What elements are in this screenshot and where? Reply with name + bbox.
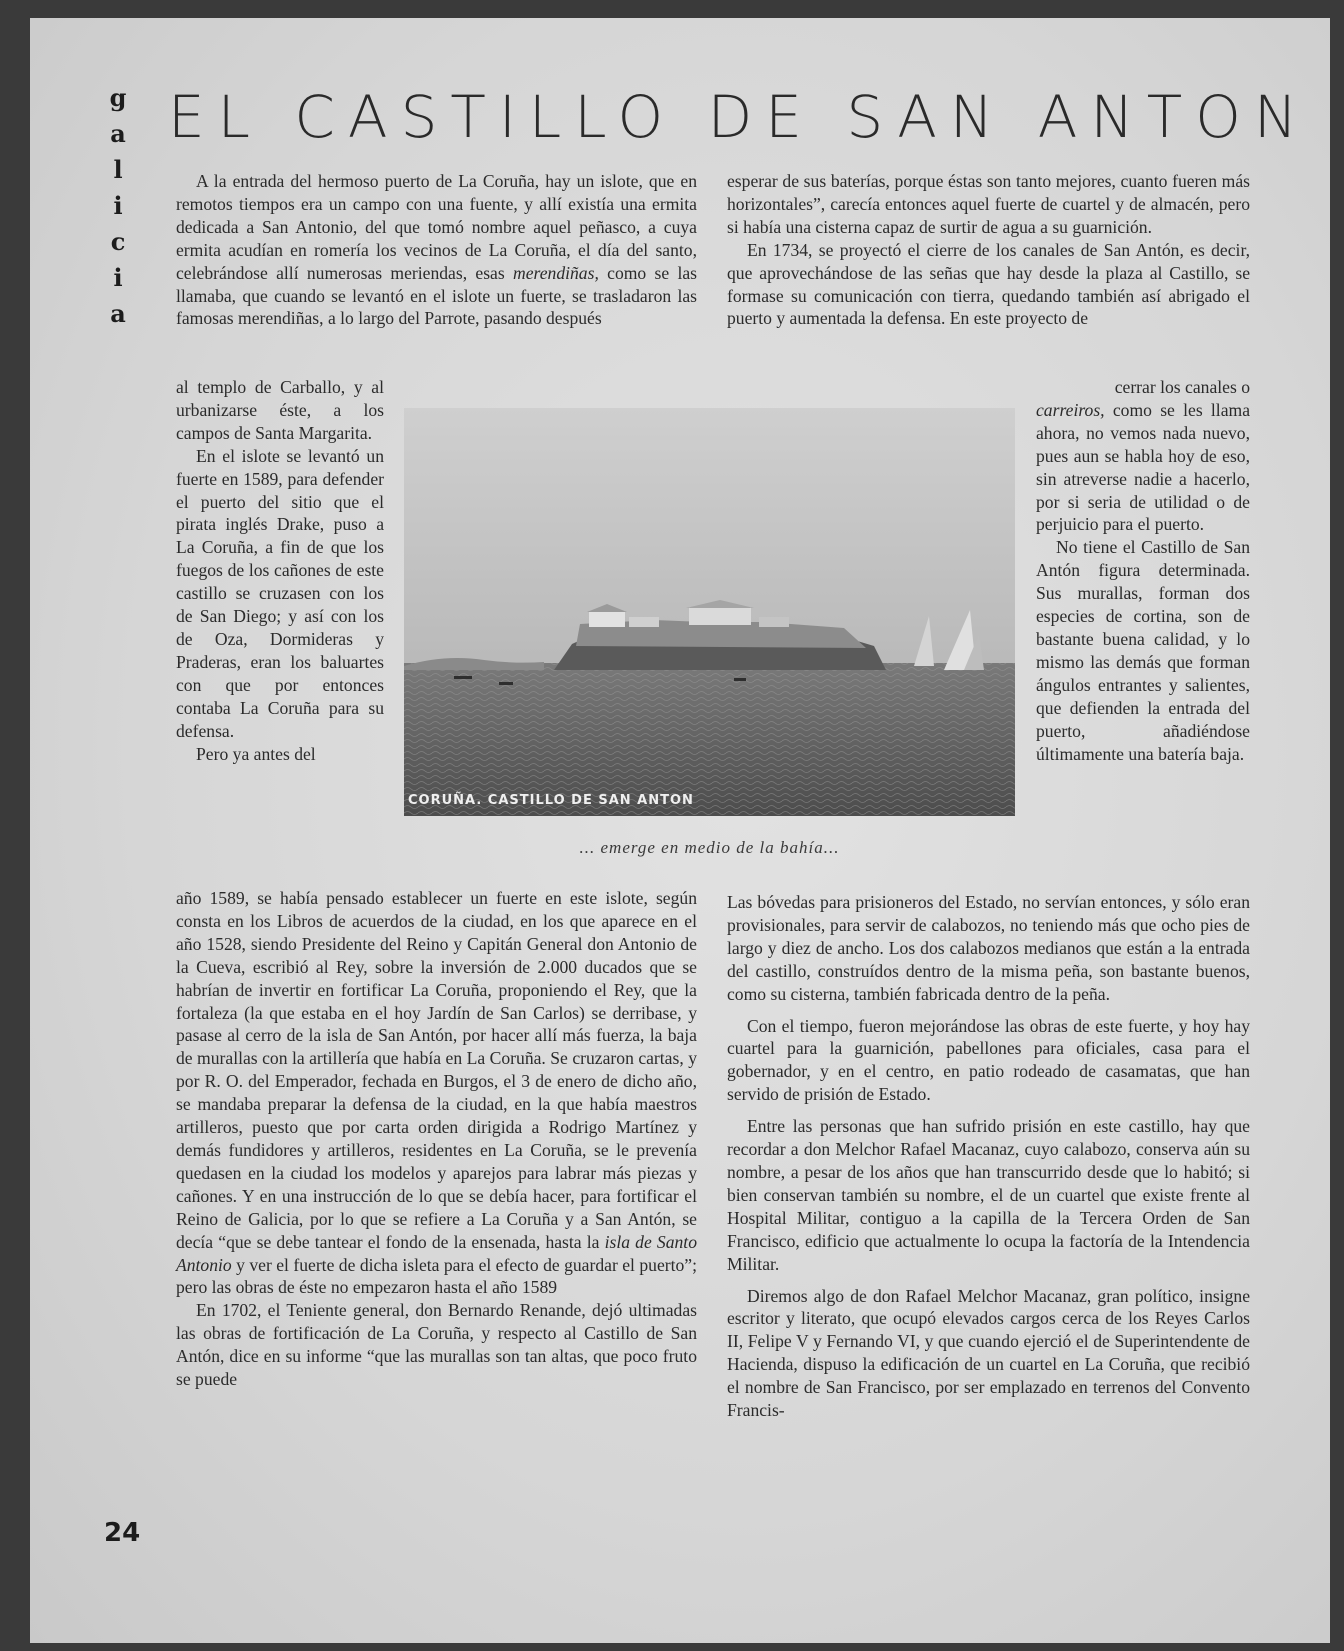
paragraph: Pero ya antes del [196,743,316,764]
text-run: como se las llamaba, que cuando se levantó en el islote un fuerte, se trasladaron las famosas merendiñas, a lo largo del Parrote, pasando después [176,262,697,329]
section-letter: a [110,299,126,328]
castle-photograph [404,408,1015,816]
paragraph: No tiene el Castillo de San Antón figura determinada. Sus murallas, forman dos especies de cortina, son de bastante buena calidad, y lo mismo las demás que forman ángulos entrantes y salientes, que defienden la entrada del puerto, añadiéndose últimamente una batería baja. [1036,537,1250,764]
text-run: y ver el fuerte de dicha isleta para el efecto de guardar el puerto”; pero las obras de éste no empezaron hasta el año 1589 [176,1254,697,1298]
section-letter: i [113,263,123,292]
paragraph [1036,399,1250,536]
left-column-top [176,170,697,330]
paragraph: esperar de sus baterías, porque éstas son tanto mejores, cuanto fueren más horizontales”, carecía entonces aquel fuerte de cuartel y de almacén, pero si había una cisterna capaz de surtir de agua a su guarnición. [727,171,1250,237]
text-run: A la entrada del hermoso puerto de La Coruña, hay un islote, que en remotos tiempos era un campo con una fuente, y allí existía una ermita dedicada a San Antonio, del que tomó nombre aquel peñasco, a cuya ermita acudían en romería los vecinos de La Coruña, el día del santo, celebrándose allí numerosas meriendas, esas [176,171,697,283]
text-run: como se les llama ahora, no vemos nada nuevo, pues aun se habla hoy de eso, sin atreverse nadie a hacerlo, por si seria de utilidad o de perjuicio para el puerto. [1036,399,1250,535]
section-letter: g [109,83,127,112]
paragraph: Entre las personas que han sufrido prisión en este castillo, hay que recordar a don Melchor Rafael Macanaz, cuyo calabozo, conserva aún su nombre, a pesar de los años que han transcurrido desde que lo habitó; si bien conservan también su nombre, el de un cuartel que existe frente al Hospital Militar, contiguo a la capilla de la Tercera Orden de San Francisco, edificio que actualmente lo ocupa la factoría de la Intendencia Militar. [727,1116,1250,1274]
castle-building [629,617,659,627]
left-column-bottom [176,887,697,1391]
paragraph [176,887,697,1299]
section-letter: l [113,155,123,184]
rowboat [734,678,746,681]
text-run: cerrar los canales o [1114,377,1250,397]
rowboat [454,676,472,679]
page-number: 24 [104,1518,141,1548]
castle-building [689,607,751,625]
section-letter: a [110,119,126,148]
article-title: EL CASTILLO DE SAN ANTON [168,83,1311,151]
italic-text: isla de Santo Antonio [176,1231,697,1275]
section-letter: i [113,191,123,220]
section-letter: c [110,227,126,256]
paragraph: Las bóvedas para prisioneros del Estado, no servían entonces, y sólo eran provisionales, para servir de calabozos, no teniendo más que ocho pies de largo y diez de ancho. Los dos calabozos medianos que están a la entrada del castillo, construídos dentro de la misma peña, son bastante buenos, como su cisterna, también fabricada dentro de la peña. [727,892,1250,1004]
paragraph [1036,376,1250,399]
paragraph: En el islote se levantó un fuerte en 1589, para defender el puerto del sitio que el pirata inglés Drake, puso a La Coruña, a fin de que los fuegos de los cañones de este castillo se cruzasen con los de San Diego; y así con los de Oza, Dormideras y Praderas, eran los baluartes con que por entonces contaba La Coruña para su defensa. [176,445,384,741]
photo-label: CORUÑA. CASTILLO DE SAN ANTON [408,793,694,808]
left-column-narrow [176,376,384,765]
section-label-galicia [98,80,138,332]
paragraph [176,170,697,330]
paragraph: Diremos algo de don Rafael Melchor Macanaz, gran político, insigne escritor y literato, que ocupó elevados cargos cerca de los Reyes Carlos II, Felipe V y Fernando VI, y que cuando ejerció el de Superintendente de Hacienda, dispuso la edificación de un cuartel en La Coruña, que recibió el nombre de San Francisco, por ser emplazado en terrenos del Convento Francis- [727,1285,1250,1421]
paragraph: En 1734, se proyectó el cierre de los canales de San Antón, es decir, que aprovechándose de las señas que hay desde la plaza al Castillo, se formase su comunicación con tierra, quedando también así abrigado el puerto y aumentada la defensa. En este proyecto de [727,239,1250,329]
italic-text: merendiñas, [513,262,599,283]
castle-building [759,617,789,627]
paragraph: En 1702, el Teniente general, don Bernardo Renande, dejó ultimadas las obras de fortificación de La Coruña, y respecto al Castillo de San Antón, dice en su informe “que las murallas son tan altas, que poco fruto se puede [176,1300,697,1390]
right-column-bottom [727,891,1250,1422]
paragraph: Con el tiempo, fueron mejorándose las obras de este fuerte, y hoy hay cuartel para la guarnición, pabellones para oficiales, casa para el gobernador, y en el centro, en patio rodeado de casamatas, que han servido de prisión de Estado. [727,1015,1250,1105]
right-column-top [727,170,1250,330]
castle-photo-illustration [404,408,1015,816]
photo-caption: ... emerge en medio de la bahía... [579,838,840,857]
castle-building [589,611,625,627]
text-run: año 1589, se había pensado establecer un fuerte en este islote, según consta en los Libros de acuerdos de la ciudad, en los que aparece en el año 1528, siendo Presidente del Reino y Capitán General don Antonio de la Cueva, escribió al Rey, sobre la inversión de 2.000 ducados que se habrían de invertir en fortificar La Coruña, proponiendo el Rey, que la fortaleza (la que estaba en el hoy Jardín de San Carlos) se derribase, y pasase al cerro de la isla de San Antón, por hacer allí más fuerza, la baja de murallas con la artillería que había en La Coruña. Se cruzaron cartas, y por R. O. del Emperador, fechada en Burgos, el 3 de enero de dicho año, se mandaba preparar la defensa de la ciudad, en la que había maestros artilleros, puesto que por carta orden dirigida a Rodrigo Martínez y demás fundidores y artilleros, residentes en La Coruña, se le prevenía quedasen en la ciudad los modelos y aparejos para labrar más piezas y cañones. Y en una instrucción de lo que se debía hacer, para fortificar el Reino de Galicia, por lo que se refiere a La Coruña y a San Antón, se decía “que se debe tantear el fondo de la ensenada, hasta la [176,888,697,1252]
paragraph: al templo de Carballo, y al urbanizarse éste, a los campos de Santa Margarita. [176,377,384,443]
italic-text: carreiros, [1036,399,1105,420]
right-column-narrow [1036,376,1250,765]
rowboat [499,682,513,685]
